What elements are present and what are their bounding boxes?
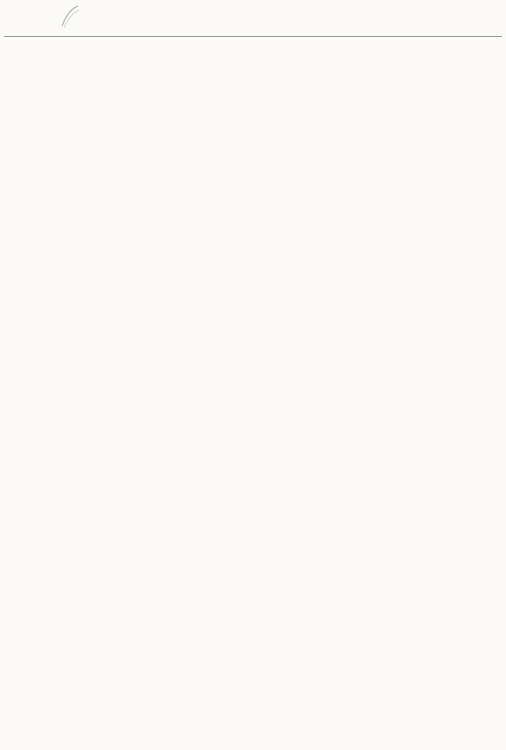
column-1	[4, 40, 127, 735]
masthead-rule	[4, 36, 502, 37]
column-3	[256, 40, 379, 735]
column-4	[382, 40, 502, 735]
masthead	[0, 0, 506, 38]
column-2	[130, 40, 253, 735]
decorative-wave-icon	[60, 4, 80, 30]
